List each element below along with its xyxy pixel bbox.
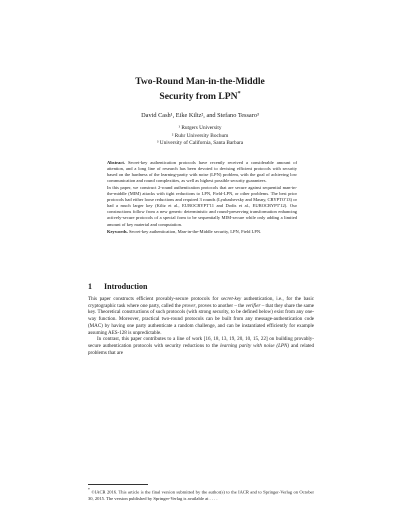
intro-p1-text-c: , proves to another – the [195, 302, 246, 309]
abstract-paragraph-1 [107, 160, 297, 185]
affiliation-2: ² Ruhr University Bochum [171, 132, 229, 139]
section-heading-introduction [88, 282, 147, 292]
intro-p2-emph-lpn: learning parity with noise (LPN) [220, 343, 290, 350]
footnote [88, 487, 314, 502]
author-list: David Cash¹, Eike Kiltz², and Stefano Tessaro³ [141, 112, 259, 119]
title-line-1: Two-Round Man-in-the-Middle [135, 76, 265, 87]
footnote-mark: * [88, 488, 90, 492]
affiliations [60, 125, 340, 148]
keywords-label: Keywords. [107, 229, 128, 235]
section-title: Introduction [104, 282, 148, 291]
intro-p1-emph-secret-key: secret-key [220, 296, 242, 302]
intro-p1-text-a: This paper constructs efficient provably-secure protocols for [88, 296, 221, 302]
intro-p2-text-a: In contrast, this paper contributes to a line of work [16, 18, 13, 19, 20, 10, 15, 22] on building provably-secure authentication protocols with security reductions to the [88, 336, 314, 350]
intro-paragraph-2 [88, 336, 314, 356]
paper-title [60, 76, 340, 103]
title-footnote-mark: * [237, 91, 241, 97]
abstract-text-1: Secret-key authentication protocols have recently received a considerable amount of attention, and a long line of research has been devoted to devising efficient protocols with security based on the hardness of the learning-parity with noise (LPN) problem, with the goal of achieving low communication and round complexities, as well as highest possible security guarantees. [107, 160, 297, 184]
intro-p1-text-d: – that they share the same key. Theoretical constructions of such protocols (with strong security, to be defined below) exist from any one-way function. Moreover, practical two-round protocols can be built from any message-authentication code (MAC) by having one party authenticate a random challenge, and can be instantiated efficiently for example assuming AES-128 is unpredictable. [88, 302, 315, 336]
abstract [107, 160, 297, 235]
abstract-paragraph-2: In this paper, we construct 2-round authentication protocols that are secure against sequential man-in-the-middle (MIM) attacks with tight reductions to LPN, Field-LPN, or other problems. The best prior protocols had either loose reductions and required 3 rounds (Lyubashevsky and Masny, CRYPTO'13) or had a much larger key (Kiltz et al., EUROCRYPT'11 and Dodis et al., EUROCRYPT'12). Our constructions follow from a new generic deterministic and round-preserving transformation enhancing actively-secure protocols of a special form to be sequentially MIM-secure while only adding a limited amount of key material and computation. [107, 184, 297, 227]
footnote-divider [88, 484, 148, 485]
intro-p1-text-b: authentication, i.e., for the basic cryptographic task where one party, called the [88, 296, 315, 309]
keywords-text: Secret-key authentication, Man-in-the-Middle security, LPN, Field LPN. [128, 229, 262, 235]
intro-p1-emph-verifier: verifier [245, 302, 261, 309]
affiliation-3: ³ University of California, Santa Barbara [156, 140, 244, 147]
intro-p2-text-b: and related problems that are [88, 343, 315, 356]
affiliation-1: ¹ Rutgers University [178, 125, 222, 131]
title-line-2 [60, 88, 340, 103]
section-number: 1 [88, 282, 92, 291]
intro-p1-emph-prover: prover [182, 302, 196, 309]
abstract-label: Abstract. [107, 160, 126, 165]
keywords-paragraph [107, 229, 297, 235]
footnote-text: ©IACR 2016. This article is the final version submitted by the author(s) to the IACR and to Springer-Verlag on October 30, 2015. The version published by Springer-Verlag is available at . . . . [88, 489, 314, 501]
title-line-2-text: Security from LPN [159, 91, 238, 103]
introduction-body [88, 296, 314, 356]
intro-paragraph-1 [88, 296, 314, 336]
